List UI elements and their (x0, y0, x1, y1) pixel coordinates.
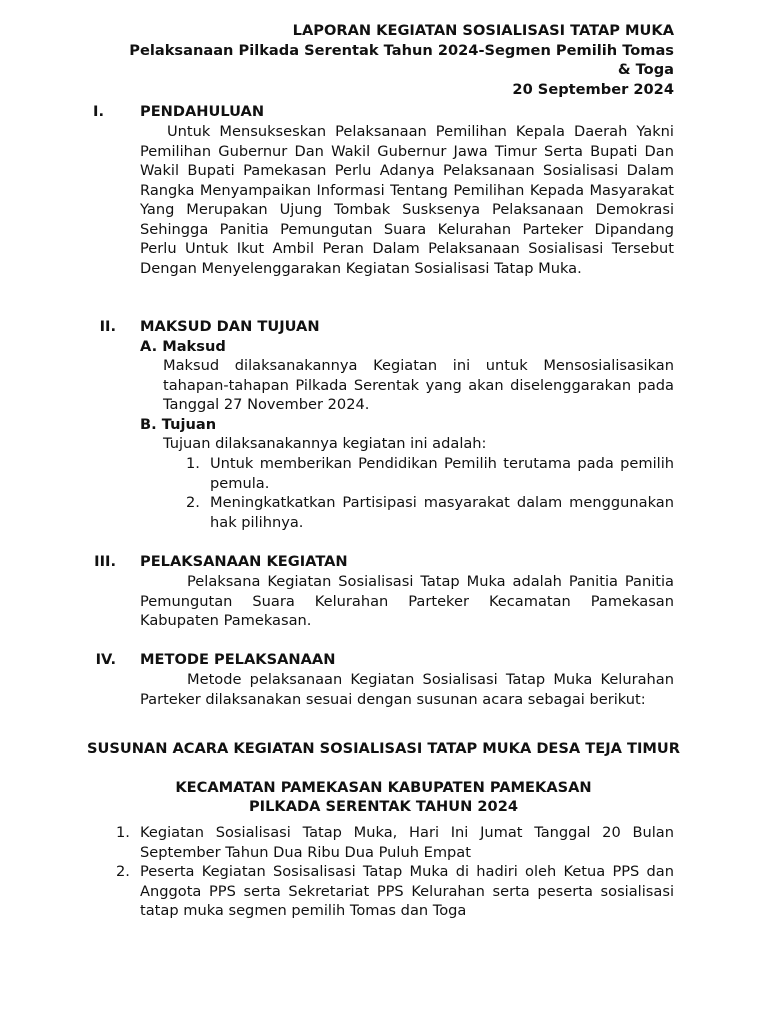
section-3-numeral: III. (94, 553, 116, 570)
list-item: 2. Peserta Kegiatan Sosisalisasi Tatap Muka di hadiri oleh Ketua PPS dan Anggota PPS serta Sekretariat PPS Kelurahan serta peserta sosialisasi tatap muka segmen pemilih Tomas dan Toga (116, 863, 674, 919)
agenda-subtitle-election: PILKADA SERENTAK TAHUN 2024 (248, 798, 518, 815)
section-4-title: METODE PELAKSANAAN (140, 651, 336, 668)
list-item: 1. Untuk memberikan Pendidikan Pemilih terutama pada pemilih pemula. (186, 455, 674, 492)
report-subtitle: Pelaksanaan Pilkada Serentak Tahun 2024-Segmen Pemilih Tomas & Toga (129, 41, 674, 78)
section-4-numeral: IV. (95, 651, 116, 668)
section-3-body: Pelaksana Kegiatan Sosialisasi Tatap Muka adalah Panitia Panitia Pemungutan Suara Kelurahan Parteker Kecamatan Pamekasan Kabupaten Pamekasan. (140, 573, 674, 629)
list-item: 2. Meningkatkatkan Partisipasi masyarakat dalam menggunakan hak pilihnya. (186, 494, 674, 531)
section-2a-heading: A. Maksud (140, 338, 226, 355)
report-header (80, 21, 674, 99)
report-date: 20 September 2024 (512, 80, 674, 98)
goals-list (186, 454, 674, 532)
section-2-title: MAKSUD DAN TUJUAN (140, 318, 320, 335)
section-4-body: Metode pelaksanaan Kegiatan Sosialisasi Tatap Muka Kelurahan Parteker dilaksanakan sesuai dengan susunan acara sebagai berikut: (140, 671, 674, 708)
list-item: 1. Kegiatan Sosialisasi Tatap Muka, Hari Ini Jumat Tanggal 20 Bulan September Tahun Dua Ribu Dua Puluh Empat (116, 824, 674, 861)
section-2a-body: Maksud dilaksanakannya Kegiatan ini untuk Mensosialisasikan tahapan-tahapan Pilkada Serentak yang akan diselenggarakan pada Tanggal 27 November 2024. (163, 357, 674, 413)
section-1-title: PENDAHULUAN (140, 103, 265, 120)
section-2b-heading: B. Tujuan (140, 416, 217, 433)
section-1-numeral: I. (93, 103, 104, 120)
report-title: LAPORAN KEGIATAN SOSIALISASI TATAP MUKA (292, 22, 674, 39)
agenda-subtitle-district: KECAMATAN PAMEKASAN KABUPATEN PAMEKASAN (175, 779, 592, 796)
section-2b-intro: Tujuan dilaksanakannya kegiatan ini adalah: (163, 435, 487, 452)
section-3-title: PELAKSANAAN KEGIATAN (140, 553, 348, 570)
section-2-numeral: II. (99, 318, 116, 335)
section-1-body: Untuk Mensukseskan Pelaksanaan Pemilihan Kepala Daerah Yakni Pemilihan Gubernur Dan Wakil Gubernur Jawa Timur Serta Bupati Dan Wakil Bupati Pamekasan Perlu Adanya Pelaksanaan Sosialisasi Dalam Rangka Menyampaikan Informasi Tentang Pemilihan Kepada Masyarakat Yang Merupakan Ujung Tombak Susksenya Pelaksanaan Demokrasi Sehingga Panitia Pemungutan Suara Kelurahan Parteker Dipandang Perlu Untuk Ikut Ambil Peran Dalam Pelaksanaan Sosialisasi Tersebut Dengan Menyelenggarakan Kegiatan Sosialisasi Tatap Muka. (140, 123, 674, 277)
agenda-title: SUSUNAN ACARA KEGIATAN SOSIALISASI TATAP MUKA DESA TEJA TIMUR (86, 740, 681, 757)
agenda-list (116, 823, 674, 921)
